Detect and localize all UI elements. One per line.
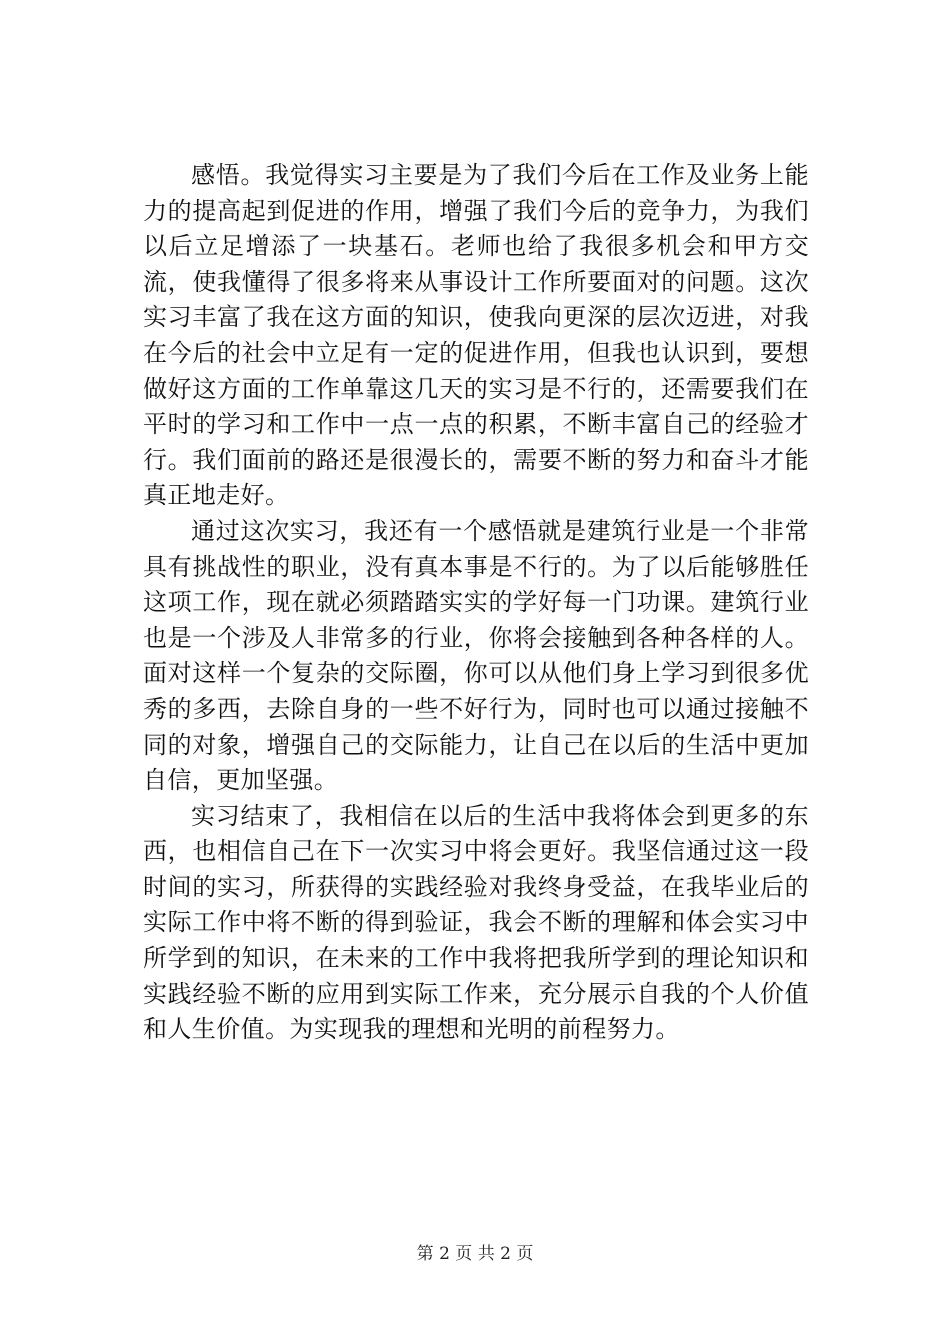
paragraph-2: 通过这次实习，我还有一个感悟就是建筑行业是一个非常具有挑战性的职业，没有真本事是不行的。为了以后能够胜任这项工作，现在就必须踏踏实实的学好每一门功课。建筑行业也是一个涉及人非常多的行业，你将会接触到各种各样的人。面对这样一个复杂的交际圈，你可以从他们身上学习到很多优秀的多西，去除自身的一些不好行为，同时也可以通过接触不同的对象，增强自己的交际能力，让自己在以后的生活中更加自信，更加坚强。	[143, 516, 809, 795]
document-body	[143, 158, 809, 1048]
paragraph-1: 感悟。我觉得实习主要是为了我们今后在工作及业务上能力的提高起到促进的作用，增强了我们今后的竞争力，为我们以后立足增添了一块基石。老师也给了我很多机会和甲方交流，使我懂得了很多将来从事设计工作所要面对的问题。这次实习丰富了我在这方面的知识，使我向更深的层次迈进，对我在今后的社会中立足有一定的促进作用，但我也认识到，要想做好这方面的工作单靠这几天的实习是不行的，还需要我们在平时的学习和工作中一点一点的积累，不断丰富自己的经验才行。我们面前的路还是很漫长的，需要不断的努力和奋斗才能真正地走好。	[143, 161, 809, 510]
paragraph-3: 实习结束了，我相信在以后的生活中我将体会到更多的东西，也相信自己在下一次实习中将会更好。我坚信通过这一段时间的实习，所获得的实践经验对我终身受益，在我毕业后的实际工作中将不断的得到验证，我会不断的理解和体会实习中所学到的知识，在未来的工作中我将把我所学到的理论知识和实践经验不断的应用到实际工作来，充分展示自我的个人价值和人生价值。为实现我的理想和光明的前程努力。	[143, 801, 809, 1044]
page-footer: 第 2 页 共 2 页	[416, 1244, 534, 1264]
